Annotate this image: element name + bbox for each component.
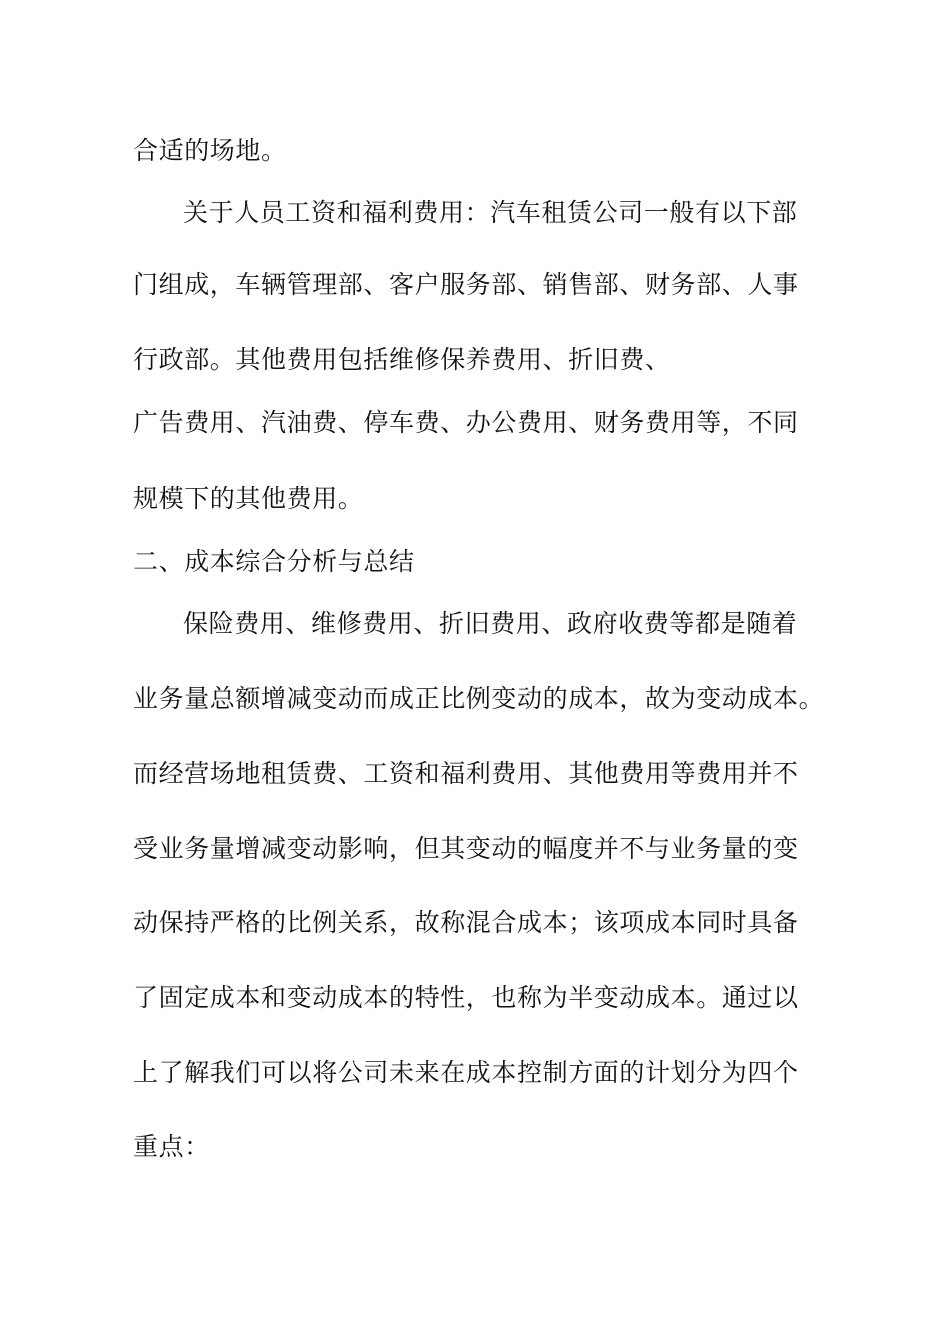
section-heading: 二、成本综合分析与总结 (133, 547, 415, 576)
paragraph-first-line: 保险费用、维修费用、折旧费用、政府收费等都是随着 (183, 609, 798, 638)
paragraph-first-line: 关于人员工资和福利费用：汽车租赁公司一般有以下部 (183, 198, 798, 227)
text-line: 行政部。其他费用包括维修保养费用、折旧费、 (133, 345, 671, 374)
text-line: 上了解我们可以将公司未来在成本控制方面的计划分为四个 (133, 1058, 799, 1087)
text-line: 重点： (133, 1132, 210, 1161)
text-line: 了固定成本和变动成本的特性，也称为半变动成本。通过以 (133, 983, 799, 1012)
text-line: 动保持严格的比例关系，故称混合成本；该项成本同时具备 (133, 908, 799, 937)
text-line: 门组成，车辆管理部、客户服务部、销售部、财务部、人事 (133, 270, 799, 299)
text-line: 合适的场地。 (133, 136, 287, 165)
text-line: 业务量总额增减变动而成正比例变动的成本，故为变动成本。 (133, 684, 825, 713)
text-line: 广告费用、汽油费、停车费、办公费用、财务费用等，不同 (133, 408, 799, 437)
text-line: 受业务量增减变动影响，但其变动的幅度并不与业务量的变 (133, 834, 799, 863)
text-line: 规模下的其他费用。 (133, 484, 364, 513)
text-line: 而经营场地租赁费、工资和福利费用、其他费用等费用并不 (133, 759, 799, 788)
